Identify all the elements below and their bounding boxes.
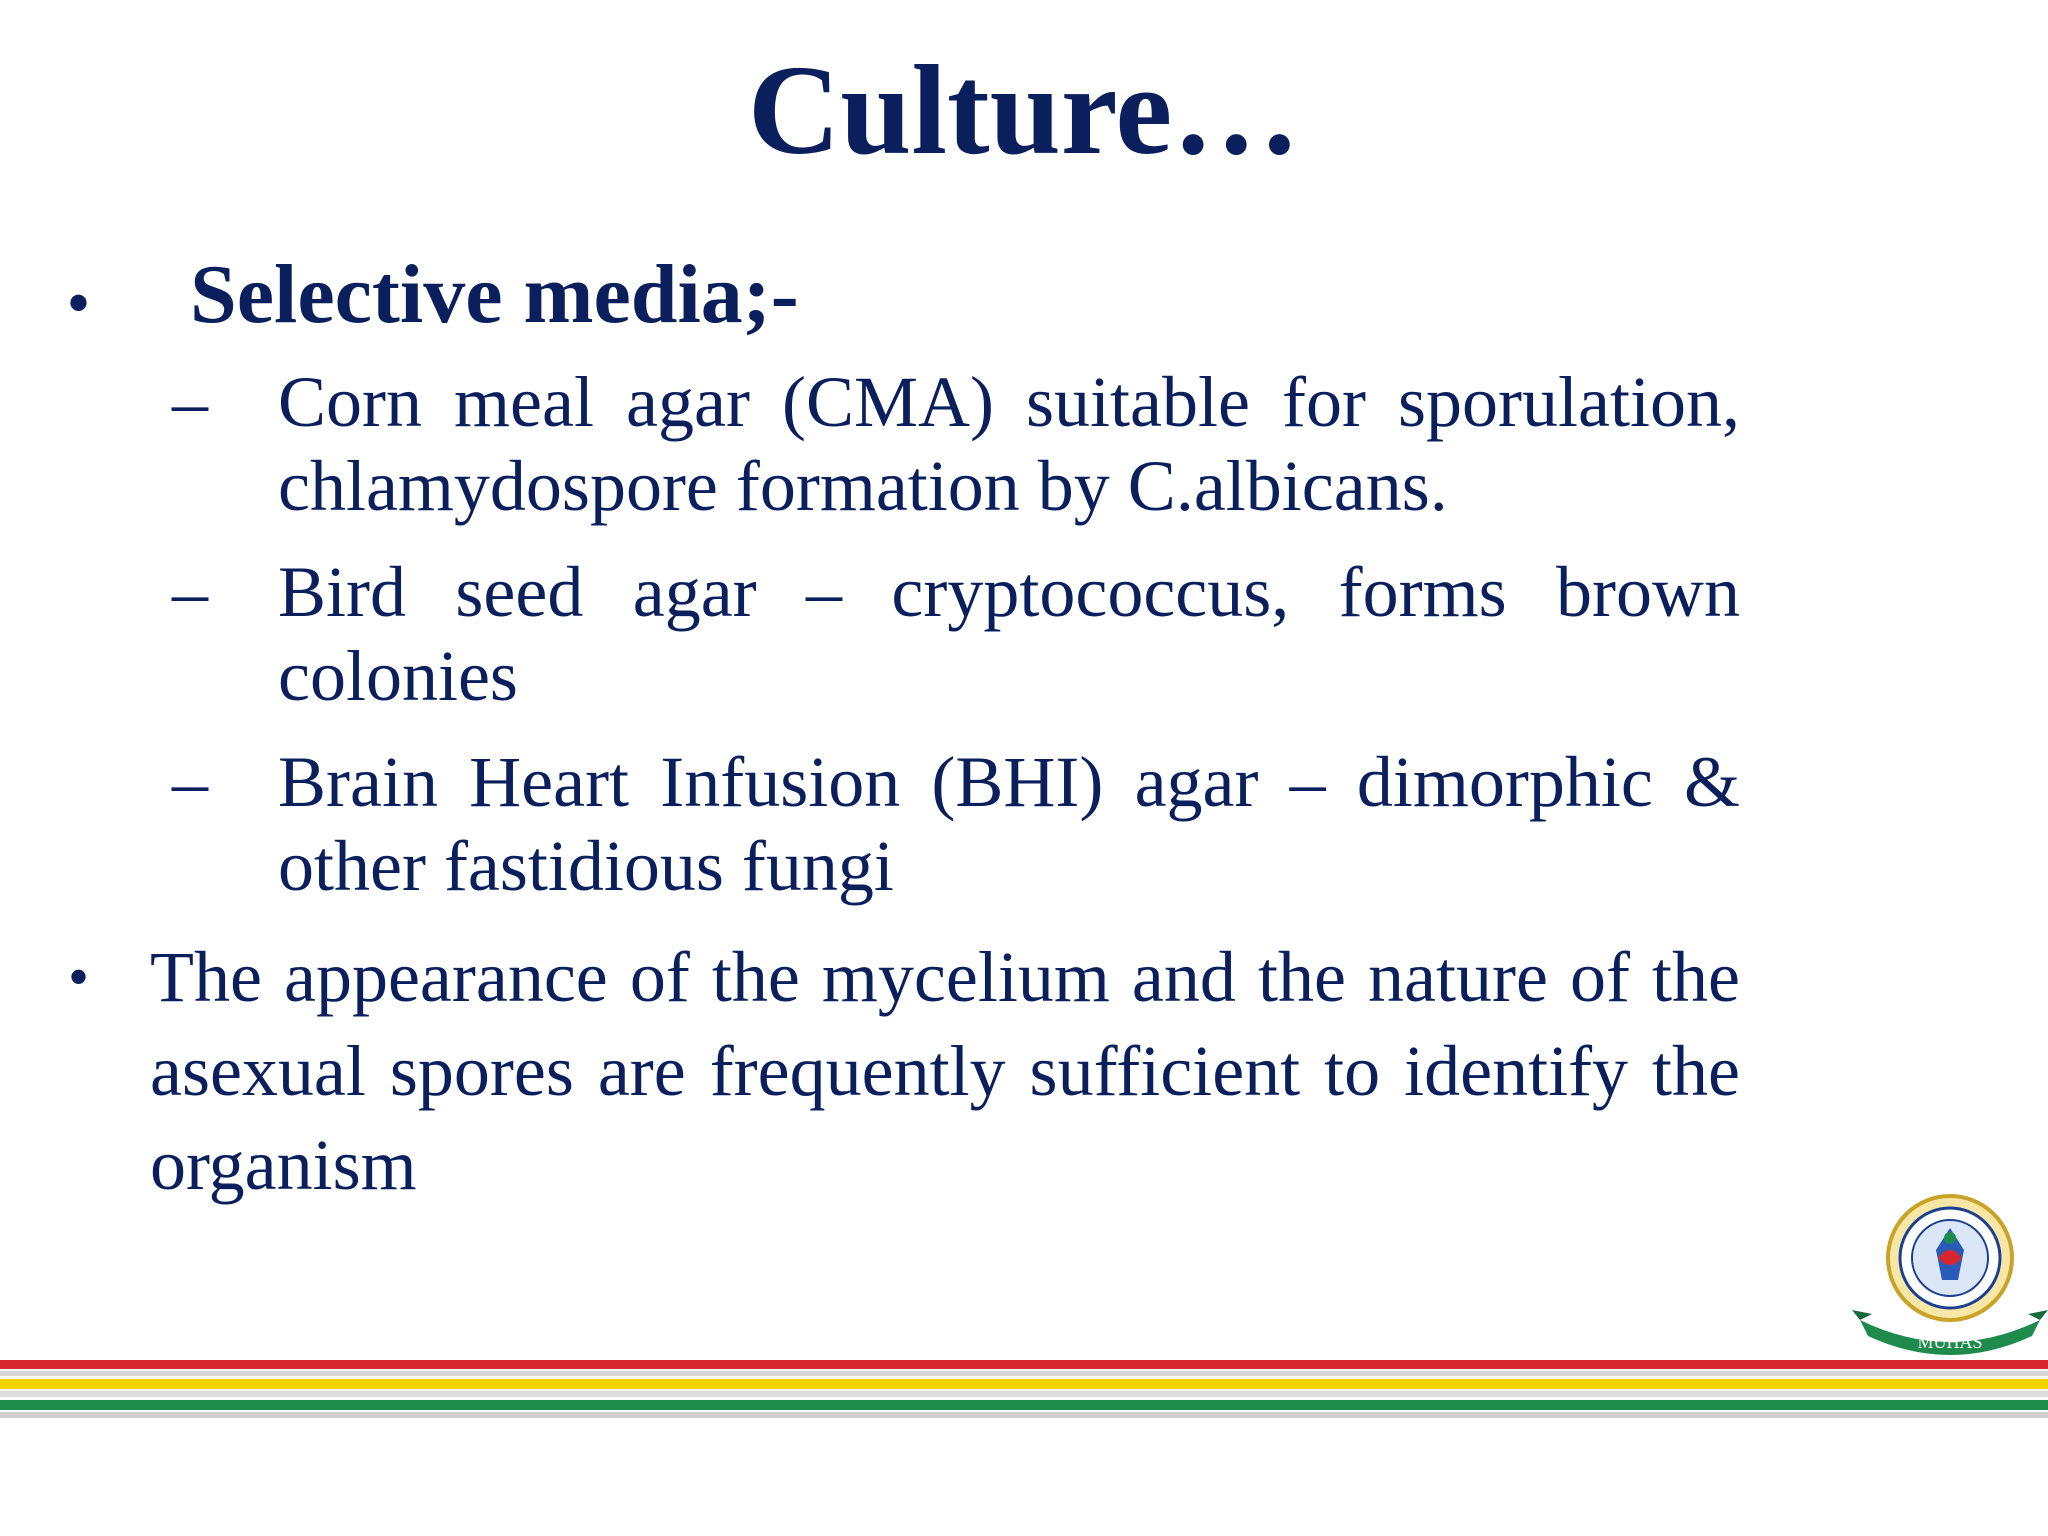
sub-item-corn-meal-agar <box>60 360 1740 528</box>
sub-item-text: Bird seed agar – cryptococcus, forms brown colonies <box>278 552 1740 716</box>
sub-item-bhi-agar <box>60 740 1740 908</box>
stripe-grey-2 <box>0 1391 2048 1397</box>
dash-bullet-icon: – <box>172 362 208 442</box>
slide-title: Culture… <box>747 39 1301 181</box>
bullet-heading-text: Selective media;- <box>190 248 799 341</box>
dash-bullet-icon: – <box>172 552 208 632</box>
stripe-green <box>0 1400 2048 1410</box>
footer-stripes <box>0 1360 2048 1420</box>
logo-ribbon-text: MUHAS <box>1917 1332 1983 1352</box>
institution-seal-icon <box>1852 1188 2048 1358</box>
sub-bullet-list <box>60 360 1740 908</box>
bullet-selective-media <box>60 240 1740 350</box>
stripe-red <box>0 1360 2048 1369</box>
bullet-dot-icon: • <box>68 944 90 1010</box>
stripe-grey-1 <box>0 1371 2048 1376</box>
bullet-dot-icon: • <box>68 270 90 336</box>
sub-item-bird-seed-agar <box>60 550 1740 718</box>
bullet-mycelium-appearance <box>60 930 1740 1212</box>
bullet-body-text: The appearance of the mycelium and the nature of the asexual spores are frequently sufficient to identify the organism <box>150 937 1740 1205</box>
dash-bullet-icon: – <box>172 742 208 822</box>
sub-item-text: Brain Heart Infusion (BHI) agar – dimorphic & other fastidious fungi <box>278 742 1740 906</box>
stripe-grey-3 <box>0 1412 2048 1418</box>
institution-logo <box>1852 1188 2048 1358</box>
stripe-yellow <box>0 1379 2048 1389</box>
slide-content <box>60 240 1740 1212</box>
sub-item-text: Corn meal agar (CMA) suitable for sporulation, chlamydospore formation by C.albicans. <box>278 362 1740 526</box>
